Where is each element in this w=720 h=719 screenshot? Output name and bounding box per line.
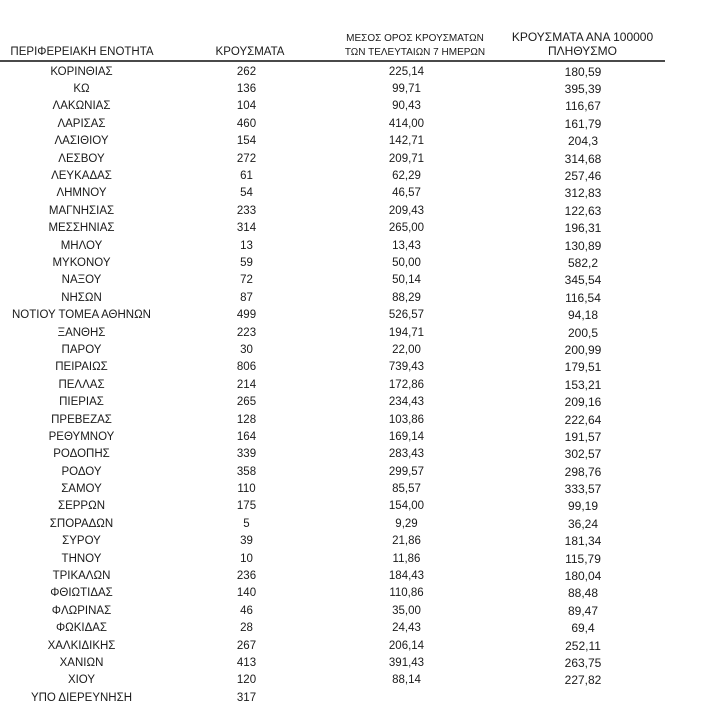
cell-per100k: 89,47	[567, 603, 599, 618]
table-row	[0, 254, 683, 271]
cell-avg7: 414,00	[388, 117, 425, 130]
table-row	[0, 567, 683, 584]
cell-avg7: 22,00	[392, 343, 421, 356]
cell-region: ΥΠΟ ΔΙΕΡΕΥΝΗΣΗ	[30, 691, 133, 704]
cell-per100k: 180,04	[564, 569, 602, 584]
cell-avg7: 739,43	[388, 361, 425, 374]
table-row	[0, 167, 683, 184]
cell-cases: 272	[236, 152, 257, 165]
cell-per100k: 191,57	[564, 429, 602, 444]
cell-per100k: 582,2	[567, 255, 599, 270]
cell-avg7: 169,14	[388, 430, 425, 443]
cell-region: ΦΘΙΩΤΙΔΑΣ	[50, 587, 113, 600]
cell-avg7: 50,14	[392, 274, 421, 287]
cell-cases: 214	[236, 378, 257, 391]
cell-per100k: 302,57	[564, 447, 602, 462]
cell-cases: 46	[240, 604, 253, 617]
table-row	[0, 428, 683, 445]
table-row	[0, 689, 683, 706]
cell-region: ΜΑΓΝΗΣΙΑΣ	[48, 204, 115, 217]
header-cases: ΚΡΟΥΣΜΑΤΑ	[215, 46, 285, 58]
cell-avg7: 206,14	[388, 639, 425, 652]
table-body	[0, 63, 683, 706]
cell-cases: 128	[236, 413, 257, 426]
cell-cases: 136	[236, 83, 257, 96]
table-row	[0, 376, 683, 393]
cell-avg7: 103,86	[388, 413, 425, 426]
cell-per100k: 116,67	[565, 99, 601, 114]
cell-per100k: 122,63	[564, 203, 602, 218]
cell-per100k	[483, 689, 683, 706]
cell-region: ΛΑΣΙΘΙΟΥ	[54, 135, 109, 148]
cell-region: ΡΟΔΟΠΗΣ	[53, 448, 110, 461]
cell-cases: 13	[240, 239, 253, 252]
table-row	[0, 289, 683, 306]
cell-avg7: 184,43	[388, 570, 425, 583]
cell-per100k: 200,5	[567, 325, 599, 340]
cell-avg7: 35,00	[392, 604, 421, 617]
table-row	[0, 63, 683, 80]
cell-avg7: 46,57	[392, 187, 421, 200]
cell-per100k: 94,18	[567, 308, 599, 323]
cell-avg7: 209,43	[388, 204, 425, 217]
cell-cases: 175	[236, 500, 257, 513]
cell-avg7: 99,71	[392, 83, 421, 96]
table-row	[0, 672, 683, 689]
cell-region: ΛΕΥΚΑΔΑΣ	[51, 170, 112, 183]
cell-avg7: 194,71	[388, 326, 425, 339]
table-row	[0, 533, 683, 550]
cell-region: ΛΗΜΝΟΥ	[56, 187, 107, 200]
cell-region: ΞΑΝΘΗΣ	[57, 326, 106, 339]
table-row	[0, 185, 683, 202]
cell-region: ΧΙΟΥ	[67, 674, 96, 687]
cell-region: ΠΡΕΒΕΖΑΣ	[51, 413, 112, 426]
cell-cases: 10	[240, 552, 253, 565]
cell-avg7: 90,43	[392, 100, 421, 113]
cell-avg7: 88,14	[392, 674, 421, 687]
cell-avg7: 526,57	[388, 309, 425, 322]
cell-region: ΦΛΩΡΙΝΑΣ	[51, 604, 112, 617]
cell-region: ΣΑΜΟΥ	[61, 483, 102, 496]
cell-per100k: 257,46	[564, 169, 602, 184]
table-row	[0, 602, 683, 619]
header-per100k	[495, 30, 670, 58]
table-row	[0, 202, 683, 219]
cell-avg7: 299,57	[388, 465, 425, 478]
table-row	[0, 324, 683, 341]
cell-cases: 314	[236, 222, 257, 235]
header-region: ΠΕΡΙΦΕΡΕΙΑΚΗ ΕΝΟΤΗΤΑ	[10, 46, 154, 58]
cell-region: ΠΕΙΡΑΙΩΣ	[55, 361, 108, 374]
cell-cases: 317	[236, 691, 257, 704]
table-row	[0, 272, 683, 289]
cell-avg7: 21,86	[392, 535, 421, 548]
cell-avg7: 225,14	[388, 65, 425, 78]
cell-cases: 110	[237, 483, 256, 496]
cell-cases: 87	[240, 291, 253, 304]
table-row	[0, 393, 683, 410]
cell-cases: 61	[240, 170, 253, 183]
cell-per100k: 69,4	[571, 621, 595, 636]
cell-per100k: 204,3	[567, 134, 599, 149]
cell-cases: 164	[236, 430, 257, 443]
cell-region: ΝΟΤΙΟΥ ΤΟΜΕΑ ΑΘΗΝΩΝ	[12, 309, 151, 322]
cell-avg7: 11,86	[392, 552, 421, 565]
cell-per100k: 88,48	[567, 586, 599, 601]
cell-cases: 265	[236, 396, 257, 409]
cell-cases: 140	[236, 587, 257, 600]
table-row	[0, 411, 683, 428]
cell-cases: 233	[236, 204, 257, 217]
cell-region: ΝΗΣΩΝ	[61, 291, 102, 304]
cell-per100k: 314,68	[564, 151, 602, 166]
cell-avg7: 283,43	[388, 448, 425, 461]
cell-per100k: 200,99	[564, 342, 602, 357]
cell-cases: 104	[236, 100, 257, 113]
table-row	[0, 237, 683, 254]
cell-per100k: 312,83	[564, 186, 602, 201]
cell-cases: 39	[240, 535, 253, 548]
cell-per100k: 333,57	[564, 482, 602, 497]
header-avg7	[330, 32, 500, 60]
cell-cases: 72	[240, 274, 253, 287]
cell-region: ΦΩΚΙΔΑΣ	[55, 622, 108, 635]
cell-cases: 54	[240, 187, 253, 200]
cell-cases: 358	[236, 465, 257, 478]
cell-avg7: 209,71	[388, 152, 425, 165]
table-row	[0, 341, 683, 358]
cell-region: ΠΙΕΡΙΑΣ	[59, 396, 104, 409]
cell-region: ΜΕΣΣΗΝΙΑΣ	[48, 222, 115, 235]
cell-avg7: 110,86	[389, 587, 424, 600]
cell-per100k: 115,79	[565, 551, 601, 566]
cell-avg7: 172,86	[388, 378, 425, 391]
table-row	[0, 585, 683, 602]
cell-per100k: 116,54	[565, 290, 601, 305]
table-row	[0, 446, 683, 463]
cell-region: ΚΩ	[73, 83, 90, 96]
cell-per100k: 196,31	[564, 221, 602, 236]
cell-region: ΚΟΡΙΝΘΙΑΣ	[50, 65, 113, 78]
cell-avg7: 234,43	[388, 396, 425, 409]
cell-per100k: 345,54	[564, 273, 602, 288]
table-row	[0, 80, 683, 97]
cell-avg7	[330, 689, 483, 706]
table-row	[0, 220, 683, 237]
cell-avg7: 9,29	[395, 517, 418, 530]
cell-avg7: 62,29	[392, 170, 421, 183]
table-row	[0, 637, 683, 654]
cell-cases: 339	[236, 448, 257, 461]
cell-per100k: 181,34	[564, 534, 602, 549]
table-row	[0, 150, 683, 167]
cell-region: ΜΥΚΟΝΟΥ	[52, 256, 111, 269]
table-row	[0, 463, 683, 480]
cell-per100k: 161,79	[564, 116, 602, 131]
table-row	[0, 115, 683, 132]
cell-avg7: 85,57	[392, 483, 421, 496]
cell-cases: 120	[236, 674, 257, 687]
cell-avg7: 88,29	[392, 291, 421, 304]
header-avg7-line2: ΤΩΝ ΤΕΛΕΥΤΑΙΩΝ 7 ΗΜΕΡΩΝ	[344, 47, 486, 58]
cell-cases: 154	[236, 135, 257, 148]
cell-cases: 460	[236, 117, 257, 130]
cell-cases: 806	[236, 361, 257, 374]
cell-cases: 413	[236, 656, 257, 669]
cell-region: ΜΗΛΟΥ	[60, 239, 103, 252]
cell-region: ΣΥΡΟΥ	[62, 535, 101, 548]
cell-cases: 30	[240, 343, 253, 356]
table-row	[0, 98, 683, 115]
table-row	[0, 133, 683, 150]
cell-avg7: 154,00	[388, 500, 425, 513]
cell-region: ΛΑΚΩΝΙΑΣ	[52, 100, 111, 113]
cell-region: ΛΑΡΙΣΑΣ	[57, 117, 106, 130]
cell-avg7: 265,00	[388, 222, 425, 235]
cell-cases: 267	[236, 639, 257, 652]
table-row	[0, 550, 683, 567]
cell-region: ΡΟΔΟΥ	[61, 465, 102, 478]
cell-cases: 28	[240, 622, 253, 635]
cell-region: ΡΕΘΥΜΝΟΥ	[48, 430, 115, 443]
table-row	[0, 515, 683, 532]
cell-avg7: 24,43	[392, 622, 421, 635]
cell-per100k: 252,11	[565, 638, 601, 653]
cases-table	[0, 63, 683, 706]
cell-cases: 223	[236, 326, 257, 339]
cell-per100k: 130,89	[564, 238, 602, 253]
table-row	[0, 654, 683, 671]
cell-region: ΛΕΣΒΟΥ	[58, 152, 105, 165]
cell-cases: 59	[240, 256, 253, 269]
table-row	[0, 620, 683, 637]
cell-cases: 499	[236, 309, 257, 322]
cell-cases: 5	[243, 517, 250, 530]
cell-region: ΣΕΡΡΩΝ	[57, 500, 106, 513]
header-per100k-line1: ΚΡΟΥΣΜΑΤΑ ΑΝΑ 100000	[511, 30, 654, 44]
cell-per100k: 395,39	[564, 82, 602, 97]
cell-avg7: 142,71	[388, 135, 425, 148]
cell-per100k: 263,75	[564, 655, 602, 670]
cell-region: ΧΑΛΚΙΔΙΚΗΣ	[47, 639, 116, 652]
table-row	[0, 498, 683, 515]
cell-per100k: 180,59	[564, 64, 602, 79]
table-row	[0, 359, 683, 376]
header-per100k-line2: ΠΛΗΘΥΣΜΟ	[547, 44, 618, 58]
cell-per100k: 209,16	[564, 395, 602, 410]
cell-cases: 236	[236, 570, 257, 583]
cell-avg7: 13,43	[392, 239, 421, 252]
cell-avg7: 391,43	[388, 656, 425, 669]
cell-region: ΣΠΟΡΑΔΩΝ	[49, 517, 114, 530]
header-avg7-line1: ΜΕΣΟΣ ΟΡΟΣ ΚΡΟΥΣΜΑΤΩΝ	[346, 33, 484, 44]
table-row	[0, 306, 683, 323]
cell-per100k: 36,24	[567, 516, 599, 531]
cell-per100k: 227,82	[564, 673, 602, 688]
cell-region: ΝΑΞΟΥ	[61, 274, 102, 287]
cell-per100k: 99,19	[567, 499, 599, 514]
cell-region: ΤΡΙΚΑΛΩΝ	[52, 570, 111, 583]
cell-region: ΤΗΝΟΥ	[61, 552, 102, 565]
cell-avg7: 50,00	[392, 256, 421, 269]
cell-per100k: 222,64	[564, 412, 602, 427]
cell-per100k: 298,76	[564, 464, 602, 479]
header-divider	[0, 60, 665, 62]
cell-cases: 262	[236, 65, 257, 78]
cell-per100k: 153,21	[564, 377, 602, 392]
cell-region: ΠΕΛΛΑΣ	[58, 378, 105, 391]
table-row	[0, 480, 683, 497]
cell-region: ΠΑΡΟΥ	[61, 343, 102, 356]
cell-region: ΧΑΝΙΩΝ	[59, 656, 104, 669]
cell-per100k: 179,51	[564, 360, 602, 375]
